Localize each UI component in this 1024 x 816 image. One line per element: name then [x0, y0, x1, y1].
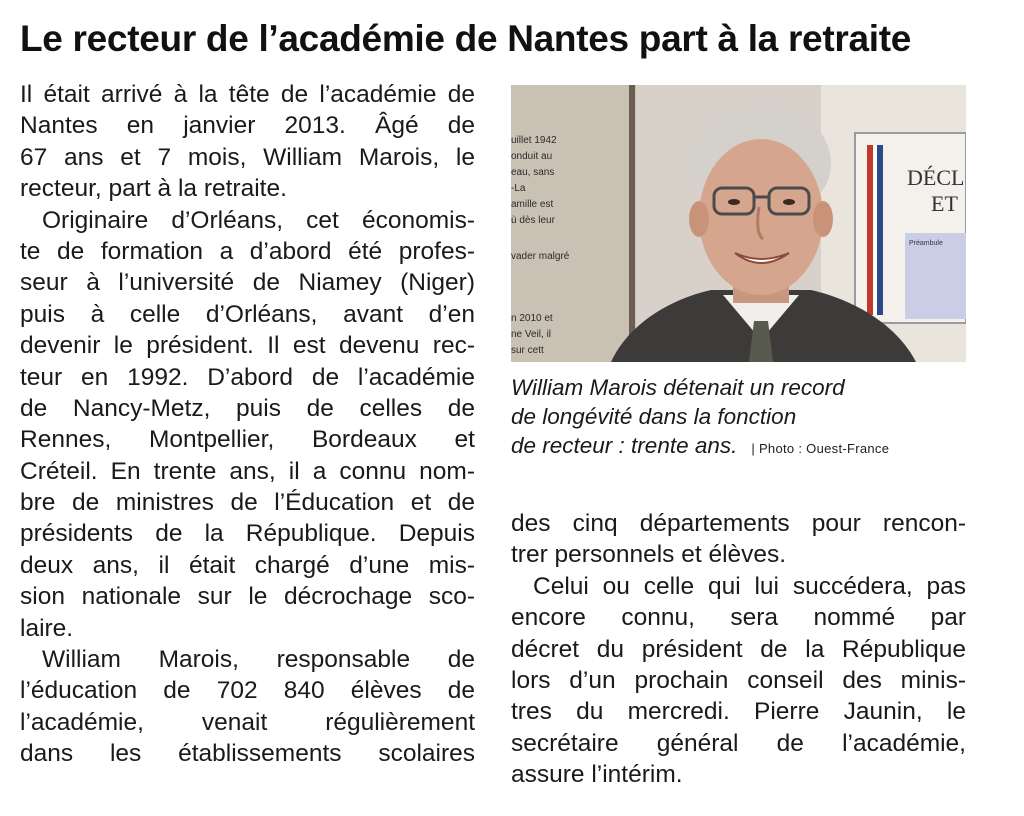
text-line: trer personnels et élèves.	[511, 541, 787, 569]
article-photo	[511, 85, 966, 362]
text-line: dans les établissements scolaires	[20, 740, 475, 768]
board-text: eau, sans	[511, 167, 555, 178]
board-text: uillet 1942	[511, 135, 557, 146]
text-line: deux ans, il était chargé d’une mis-	[20, 551, 475, 579]
text-line: Nantes en janvier 2013. Âgé de	[20, 112, 475, 140]
poster-stripe-white	[873, 145, 877, 315]
text-line: de Nancy-Metz, puis de celles de	[20, 394, 475, 422]
text-line: Créteil. En trente ans, il a connu nom-	[20, 457, 475, 485]
photo-credit: | Photo : Ouest-France	[751, 441, 890, 456]
poster-title: ET	[931, 191, 958, 216]
text-line: l’académie, venait régulièrement	[20, 708, 475, 736]
text-line: Rennes, Montpellier, Bordeaux et	[20, 426, 475, 454]
article-column-left	[20, 79, 475, 770]
text-line: Celui ou celle qui lui succédera, pas	[533, 572, 966, 600]
caption-line: de longévité dans la fonction	[511, 404, 797, 429]
text-line: présidents de la République. Depuis	[20, 520, 475, 548]
photo-caption	[511, 373, 971, 463]
text-line: teur en 1992. D’abord de l’académie	[20, 363, 475, 391]
text-line: secrétaire général de l’académie,	[511, 729, 966, 757]
text-line: puis à celle d’Orléans, avant d’en	[20, 300, 475, 328]
board-text: ne Veil, il	[511, 329, 552, 340]
poster-subtitle: Préambule	[909, 240, 943, 247]
text-line: des cinq départements pour rencon-	[511, 510, 966, 537]
board-text: onduit au	[511, 151, 553, 162]
text-line: 67 ans et 7 mois, William Marois, le	[20, 143, 475, 171]
text-line: devenir le président. Il est devenu rec-	[20, 332, 475, 360]
board-text: sur cett	[511, 345, 544, 356]
text-line: recteur, part à la retraite.	[20, 175, 287, 203]
text-line: Il était arrivé à la tête de l’académie de	[20, 81, 475, 108]
text-line: l’éducation de 702 840 élèves de	[20, 677, 475, 705]
eye-right	[783, 199, 795, 205]
text-line: assure l’intérim.	[511, 761, 683, 789]
text-line: William Marois, responsable de	[42, 646, 475, 674]
text-line: Originaire d’Orléans, cet économis-	[42, 206, 475, 234]
text-line: décret du président de la République	[511, 635, 966, 663]
board-text: amille est	[511, 199, 554, 210]
article-column-right	[511, 508, 966, 791]
text-line: te de formation a d’abord été profes-	[20, 237, 475, 265]
board-text: n 2010 et	[511, 313, 553, 324]
ear-right	[813, 201, 833, 237]
text-line: sion nationale sur le décrochage sco-	[20, 583, 475, 611]
eye-left	[728, 199, 740, 205]
text-line: tres du mercredi. Pierre Jaunin, le	[511, 698, 966, 726]
poster-title: DÉCL	[907, 165, 965, 190]
caption-line-text: de recteur : trente ans.	[511, 433, 738, 458]
board-text: ù dès leur	[511, 215, 555, 226]
caption-line	[511, 431, 971, 463]
caption-line: William Marois détenait un record	[511, 375, 845, 400]
poster-stripe-blue	[877, 145, 883, 315]
ear-left	[689, 201, 709, 237]
text-line: seur à l’université de Niamey (Niger)	[20, 269, 475, 297]
face	[699, 139, 823, 295]
poster-stripe-red	[867, 145, 873, 315]
board-frame	[629, 85, 635, 362]
board-text: -La	[511, 183, 526, 194]
text-line: laire.	[20, 614, 74, 642]
portrait-photo	[511, 85, 966, 362]
text-line: bre de ministres de l’Éducation et de	[20, 489, 475, 517]
text-line: encore connu, sera nommé par	[511, 604, 966, 632]
article-headline: Le recteur de l’académie de Nantes part à la retraite	[20, 18, 911, 59]
board-text: vader malgré	[511, 251, 570, 262]
text-line: lors d’un prochain conseil des minis-	[511, 666, 966, 694]
